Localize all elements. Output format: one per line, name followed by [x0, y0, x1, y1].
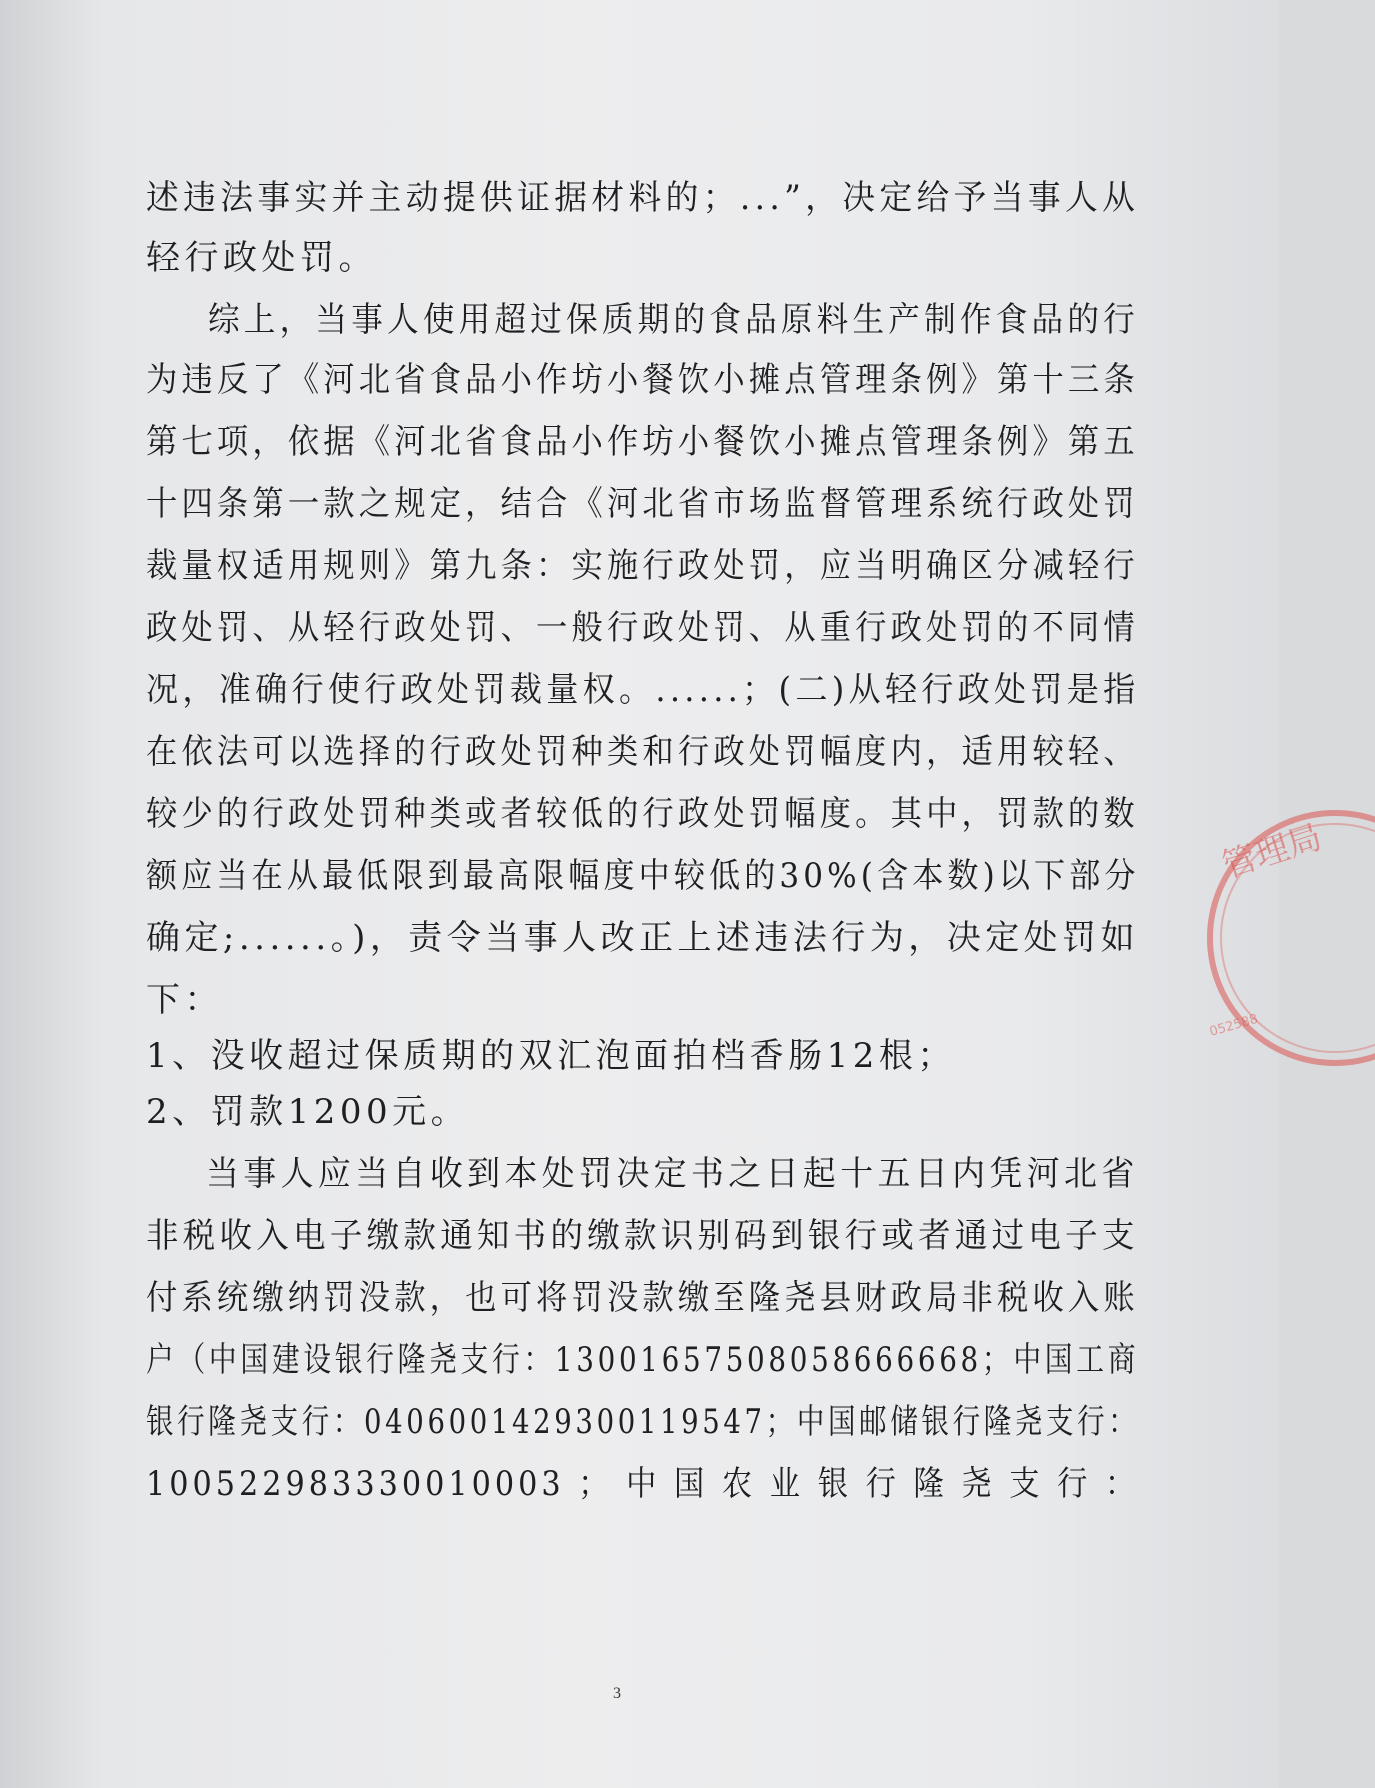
- list-item: 1、没收超过保质期的双汇泡面拍档香肠12根；: [146, 1036, 956, 1076]
- seal-text: 管理局: [1217, 816, 1327, 887]
- text-line: 况，准确行使行政处罚裁量权。......；(二)从轻行政处罚是指: [146, 670, 1140, 710]
- text-line: 非税收入电子缴款通知书的缴款识别码到银行或者通过电子支: [146, 1216, 1139, 1256]
- text-line: 当事人应当自收到本处罚决定书之日起十五日内凭河北省: [206, 1154, 1139, 1194]
- text-line: 确定;......。)，责令当事人改正上述违法行为，决定处罚如: [146, 918, 1140, 958]
- text-line: 付系统缴纳罚没款，也可将罚没款缴至隆尧县财政局非税收入账: [146, 1278, 1139, 1318]
- seal-code: 052588: [1207, 1011, 1260, 1040]
- official-seal: [1205, 808, 1375, 1078]
- text-line: 较少的行政处罚种类或者较低的行政处罚幅度。其中，罚款的数: [146, 794, 1139, 834]
- list-item: 2、罚款1200元。: [146, 1092, 470, 1132]
- text-line: 政处罚、从轻行政处罚、一般行政处罚、从重行政处罚的不同情: [146, 608, 1139, 648]
- text-line: 第七项，依据《河北省食品小作坊小餐饮小摊点管理条例》第五: [146, 422, 1139, 462]
- text-line: 十四条第一款之规定，结合《河北省市场监督管理系统行政处罚: [146, 484, 1139, 524]
- text-line: 轻行政处罚。: [146, 238, 377, 278]
- text-line: 银行隆尧支行：0406001429300119547；中国邮储银行隆尧支行：: [146, 1402, 1140, 1442]
- text-line: 100522983330010003 ； 中 国 农 业 银 行 隆 尧 支 行 ：: [146, 1464, 1140, 1504]
- text-line: 户（中国建设银行隆尧支行：13001657508058666668；中国工商: [146, 1340, 1140, 1380]
- text-line: 下：: [146, 980, 223, 1020]
- text-line: 述违法事实并主动提供证据材料的；...”，决定给予当事人从: [146, 178, 1140, 218]
- text-line: 额应当在从最低限到最高限幅度中较低的30%(含本数)以下部分: [146, 856, 1140, 896]
- text-line: 裁量权适用规则》第九条：实施行政处罚，应当明确区分减轻行: [146, 546, 1139, 586]
- text-line: 为违反了《河北省食品小作坊小餐饮小摊点管理条例》第十三条: [146, 360, 1139, 400]
- text-line: 综上，当事人使用超过保质期的食品原料生产制作食品的行: [208, 300, 1139, 340]
- text-line: 在依法可以选择的行政处罚种类和行政处罚幅度内，适用较轻、: [146, 732, 1139, 772]
- page-number: 3: [613, 1685, 621, 1702]
